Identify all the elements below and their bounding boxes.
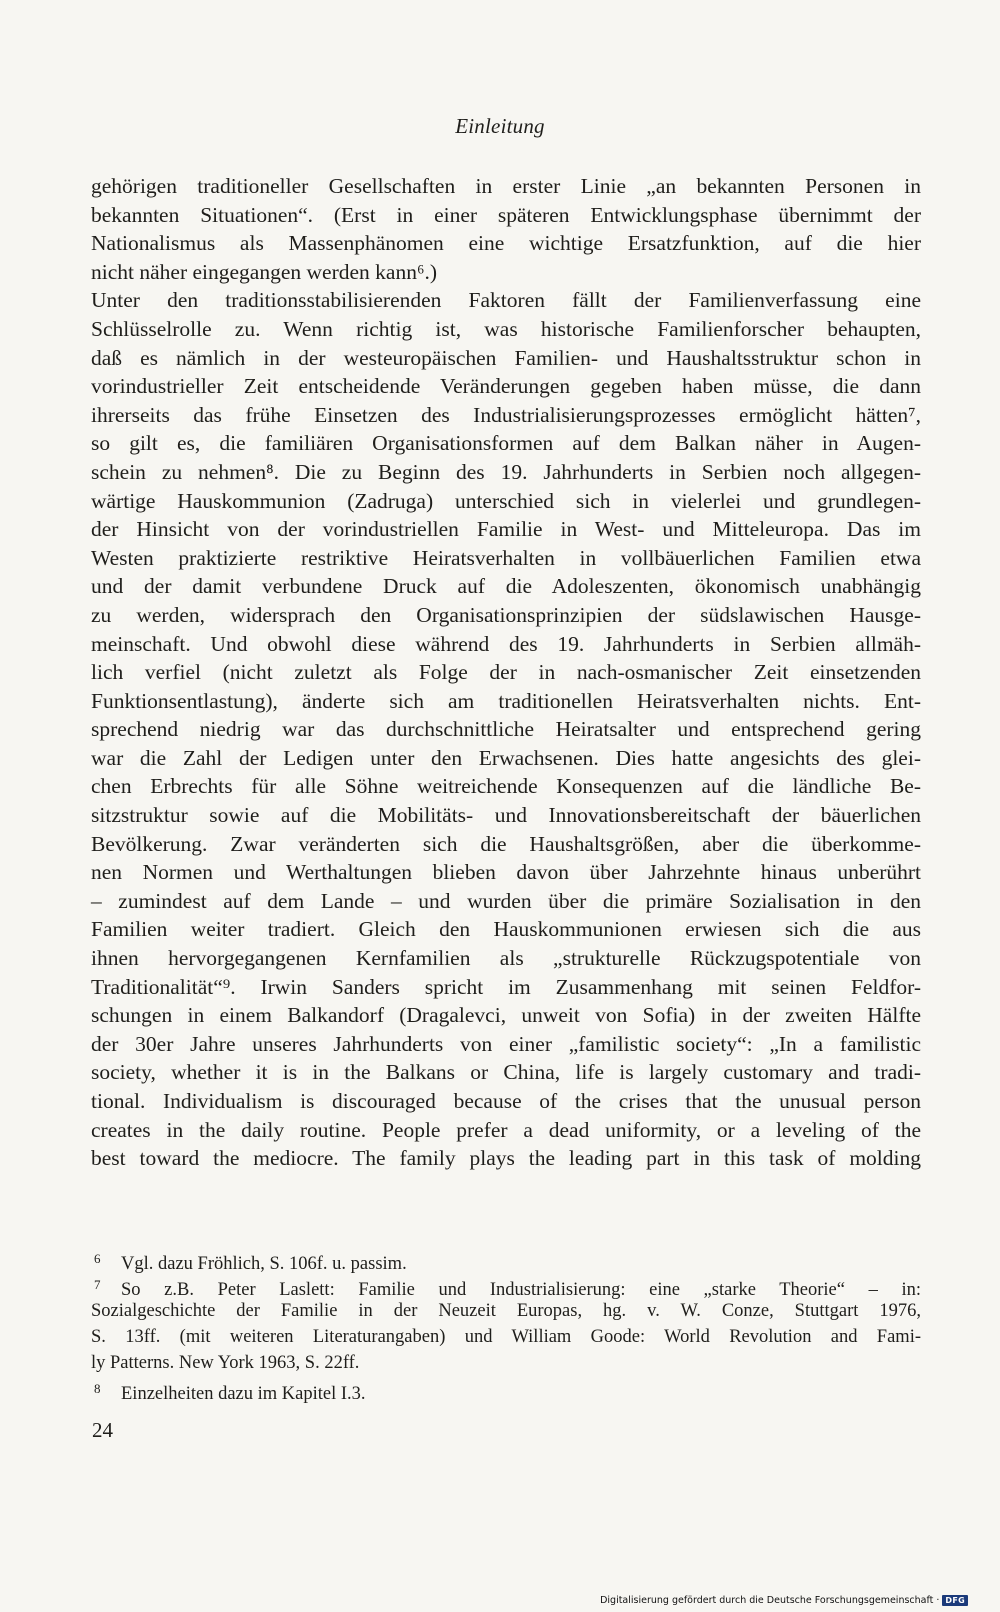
text-line: so gilt es, die familiären Organisationsformen auf dem Balkan näher in Augen-: [91, 431, 921, 456]
text-line: Familien weiter tradiert. Gleich den Hauskommunionen erwiesen sich die aus: [91, 917, 921, 942]
footnote-text: Einzelheiten dazu im Kapitel I.3.: [121, 1384, 366, 1404]
digitization-credit: [600, 1595, 968, 1606]
text-line: der Hinsicht von der vorindustriellen Familie in West- und Mitteleuropa. Das im: [91, 517, 921, 542]
footnote-line: ly Patterns. New York 1963, S. 22ff.: [91, 1353, 360, 1373]
text-line: ihnen hervorgegangenen Kernfamilien als „strukturelle Rückzugspotentiale von: [91, 946, 921, 971]
text-line: best toward the mediocre. The family plays the leading part in this task of molding: [91, 1146, 921, 1171]
text-line: gehörigen traditioneller Gesellschaften in erster Linie „an bekannten Personen in: [91, 174, 921, 198]
text-line: – zumindest auf dem Lande – und wurden über die primäre Sozialisation in den: [91, 888, 921, 913]
text-line: creates in the daily routine. People prefer a dead uniformity, or a leveling of the: [91, 1117, 921, 1142]
text-line: Bevölkerung. Zwar veränderten sich die Haushaltsgrößen, aber die überkomme-: [91, 831, 921, 856]
text-line: und der damit verbundene Druck auf die Adoleszenten, ökonomisch unabhängig: [91, 574, 921, 599]
dfg-logo: DFG: [942, 1595, 968, 1606]
footnote-number: 7: [94, 1277, 101, 1292]
text-line: Schlüsselrolle zu. Wenn richtig ist, was historische Familienforscher behaupten,: [91, 316, 921, 341]
text-line: sitzstruktur sowie auf die Mobilitäts- und Innovationsbereitschaft der bäuerlichen: [91, 803, 921, 828]
text-line: war die Zahl der Ledigen unter den Erwachsenen. Dies hatte angesichts des glei-: [91, 745, 921, 770]
text-line: vorindustrieller Zeit entscheidende Veränderungen gegeben haben müsse, die dann: [91, 374, 921, 399]
text-line: sprechend niedrig war das durchschnittliche Heiratsalter und entsprechend gering: [91, 717, 921, 742]
footnote-line: [91, 1376, 921, 1402]
text-line: bekannten Situationen“. (Erst in einer späteren Entwicklungsphase übernimmt der: [91, 202, 921, 227]
text-line: nicht näher eingegangen werden kann⁶.): [91, 259, 437, 284]
text-line: der 30er Jahre unseres Jahrhunderts von einer „familistic society“: „In a familistic: [91, 1031, 921, 1056]
footnotes: [91, 1246, 921, 1402]
footnote-line: [91, 1272, 921, 1298]
text-line: ihrerseits das frühe Einsetzen des Industrialisierungsprozesses ermöglicht hätten⁷,: [91, 402, 921, 427]
text-line: Westen praktizierte restriktive Heiratsverhalten in vollbäuerlichen Familien etwa: [91, 545, 921, 570]
text-line: Traditionalität“⁹. Irwin Sanders spricht im Zusammenhang mit seinen Feldfor-: [91, 974, 921, 999]
footnote-text: So z.B. Peter Laslett: Familie und Industrialisierung: eine „starke Theorie“ – in:: [121, 1280, 921, 1300]
text-line: lich verfiel (nicht zuletzt als Folge der in nach-osmanischer Zeit einsetzenden: [91, 660, 921, 685]
text-line: Funktionsentlastung), änderte sich am traditionellen Heiratsverhalten nichts. Ent-: [91, 688, 921, 713]
text-line: meinschaft. Und obwohl diese während des 19. Jahrhunderts in Serbien allmäh-: [91, 631, 921, 656]
footnote-line: [91, 1246, 921, 1272]
text-line: schungen in einem Balkandorf (Dragalevci, unweit von Sofia) in der zweiten Hälfte: [91, 1003, 921, 1028]
footnote-line: S. 13ff. (mit weiteren Literaturangaben) und William Goode: World Revolution and Fami-: [91, 1327, 921, 1347]
credit-text: Digitalisierung gefördert durch die Deutsche Forschungsgemeinschaft ·: [600, 1595, 940, 1606]
text-line: tional. Individualism is discouraged because of the crises that the unusual person: [91, 1089, 921, 1113]
text-line: chen Erbrechts für alle Söhne weitreichende Konsequenzen auf die ländliche Be-: [91, 774, 921, 799]
text-line: wärtige Hauskommunion (Zadruga) unterschied sich in vielerlei und grundlegen-: [91, 488, 921, 513]
text-line: Unter den traditionsstabilisierenden Faktoren fällt der Familienverfassung eine: [91, 288, 921, 313]
footnote-text: Vgl. dazu Fröhlich, S. 106f. u. passim.: [121, 1254, 407, 1274]
body-text: [91, 172, 921, 1173]
running-head: Einleitung: [455, 114, 545, 138]
text-line: Nationalismus als Massenphänomen eine wichtige Ersatzfunktion, auf die hier: [91, 231, 921, 256]
text-line: daß es nämlich in der westeuropäischen Familien- und Haushaltsstruktur schon in: [91, 345, 921, 370]
page-number: 24: [92, 1418, 113, 1442]
text-line: zu werden, widersprach den Organisationsprinzipien der südslawischen Hausge-: [91, 602, 921, 627]
text-line: schein zu nehmen⁸. Die zu Beginn des 19. Jahrhunderts in Serbien noch allgegen-: [91, 459, 921, 484]
footnote-number: 8: [94, 1381, 101, 1396]
text-line: nen Normen und Werthaltungen blieben davon über Jahrzehnte hinaus unberührt: [91, 860, 921, 885]
footnote-line: Sozialgeschichte der Familie in der Neuzeit Europas, hg. v. W. Conze, Stuttgart 1976,: [91, 1301, 921, 1321]
text-line: society, whether it is in the Balkans or China, life is largely customary and tradi-: [91, 1060, 921, 1085]
footnote-number: 6: [94, 1251, 101, 1266]
